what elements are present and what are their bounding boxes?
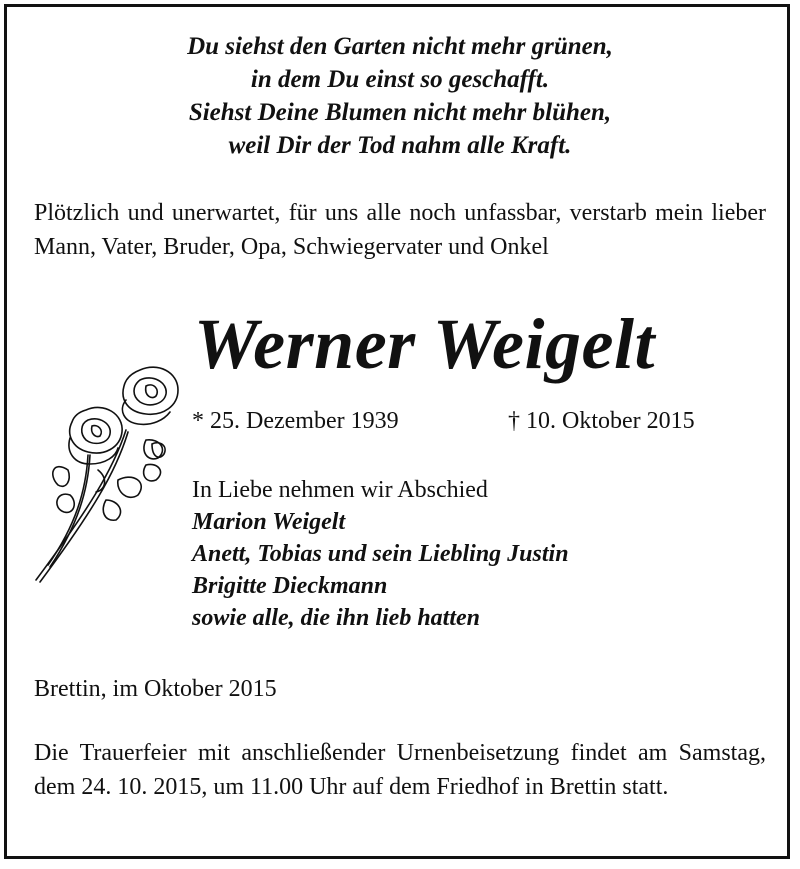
poem-line: Siehst Deine Blumen nicht mehr blühen,: [188, 99, 612, 126]
place-date: Brettin, im Oktober 2015: [34, 676, 277, 702]
mourners-block: [192, 474, 569, 634]
intro-text: Plötzlich und unerwartet, für uns alle noch unfassbar, verstarb mein lieber Mann, Vater, Bruder, Opa, Schwiegervater und Onkel: [34, 200, 766, 260]
deceased-name: Werner Weigelt: [194, 304, 655, 384]
mourner-name: Marion Weigelt: [192, 509, 346, 535]
poem-line: in dem Du einst so geschafft.: [250, 66, 550, 93]
mourner-name: sowie alle, die ihn lieb hatten: [192, 605, 481, 631]
poem-line: Du siehst den Garten nicht mehr grünen,: [187, 33, 613, 60]
death-date: † 10. Oktober 2015: [508, 408, 695, 434]
roses-illustration: [28, 360, 188, 590]
mourner-name: Brigitte Dieckmann: [192, 573, 388, 599]
poem: [0, 30, 800, 162]
birth-date: * 25. Dezember 1939: [192, 408, 399, 434]
funeral-info: Die Trauerfeier mit anschließender Urnenbeisetzung findet am Samstag, dem 24. 10. 2015, um 11.00 Uhr auf dem Friedhof in Brettin statt.: [34, 740, 766, 800]
poem-line: weil Dir der Tod nahm alle Kraft.: [228, 132, 572, 159]
mourners-intro: In Liebe nehmen wir Abschied: [192, 477, 488, 503]
mourner-name: Anett, Tobias und sein Liebling Justin: [192, 541, 569, 567]
